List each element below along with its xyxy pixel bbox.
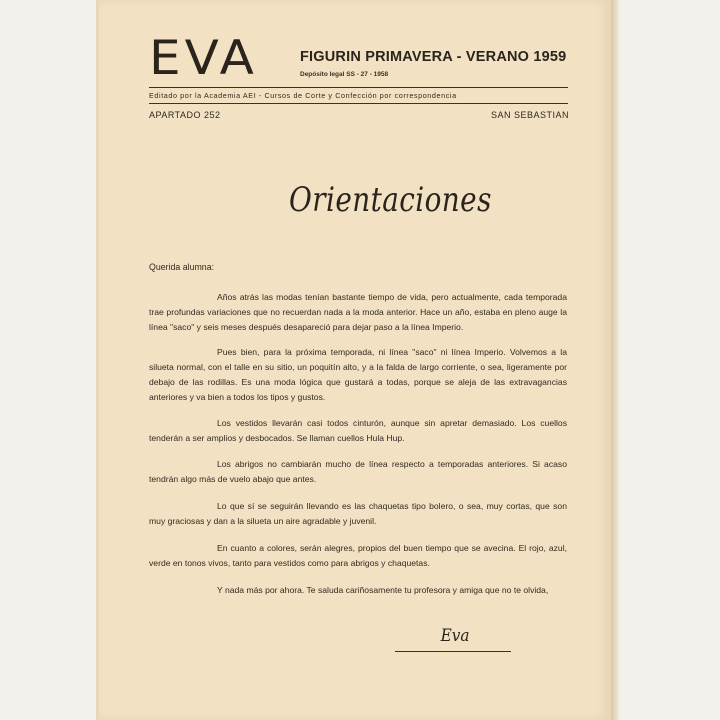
publisher-line: Editado por la Academia AEI - Cursos de Corte y Confección por correspondencia bbox=[149, 91, 457, 100]
legal-deposit: Depósito legal SS - 27 - 1958 bbox=[300, 71, 389, 78]
header-rule-top bbox=[149, 87, 568, 88]
letter-greeting: Querida alumna: bbox=[149, 262, 215, 272]
letter-heading: Orientaciones bbox=[289, 180, 492, 220]
po-box: APARTADO 252 bbox=[149, 110, 221, 120]
paragraph-4: Los abrigos no cambiarán mucho de línea respecto a temporadas anteriores. Si acaso tendrán algo más de vuelo abajo que antes. bbox=[149, 459, 567, 484]
paragraph-3: Los vestidos llevarán casi todos cinturón, aunque sin apretar demasiado. Los cuellos tenderán a ser amplios y desbocados. Se llaman cuellos Hula Hup. bbox=[149, 418, 567, 443]
document-page bbox=[99, 0, 611, 720]
paragraph-2: Pues bien, para la próxima temporada, ni línea "saco" ni línea Imperio. Volvemos a la silueta normal, con el talle en su sitio, un poquitín alto, y a la falda de largo corriente, o sea, ligeramente por debajo de las rodillas. Es una moda lógica que gustará a todas, porque se aleja de las extravagancias anteriores y va bien a todos los tipos y gustos. bbox=[149, 347, 567, 402]
header-rule-bottom bbox=[149, 103, 568, 104]
publication-title: FIGURIN PRIMAVERA - VERANO 1959 bbox=[300, 49, 567, 65]
paragraph-5: Lo que sí se seguirán llevando es las chaquetas tipo bolero, o sea, muy cortas, que son muy graciosas y dan a la silueta un aire agradable y juvenil. bbox=[149, 501, 567, 526]
paragraph-6: En cuanto a colores, serán alegres, propios del buen tiempo que se avecina. El rojo, azul, verde en tonos vivos, tanto para vestidos como para abrigos y chaquetas. bbox=[149, 543, 567, 568]
paragraph-7: Y nada más por ahora. Te saluda cariñosamente tu profesora y amiga que no te olvida, bbox=[217, 585, 549, 595]
paragraph-1: Años atrás las modas tenían bastante tiempo de vida, pero actualmente, cada temporada trae profundas variaciones que no recuerdan nada a la moda anterior. Hace un año, estaba en pleno auge la línea "saco" y seis meses después desapareció para dejar paso a la línea Imperio. bbox=[149, 292, 567, 332]
page-edge-shadow bbox=[611, 0, 619, 720]
signature-underline bbox=[395, 651, 511, 652]
eva-logo: EVA bbox=[149, 30, 258, 86]
city: SAN SEBASTIAN bbox=[490, 110, 569, 120]
signature: Eva bbox=[440, 626, 470, 646]
